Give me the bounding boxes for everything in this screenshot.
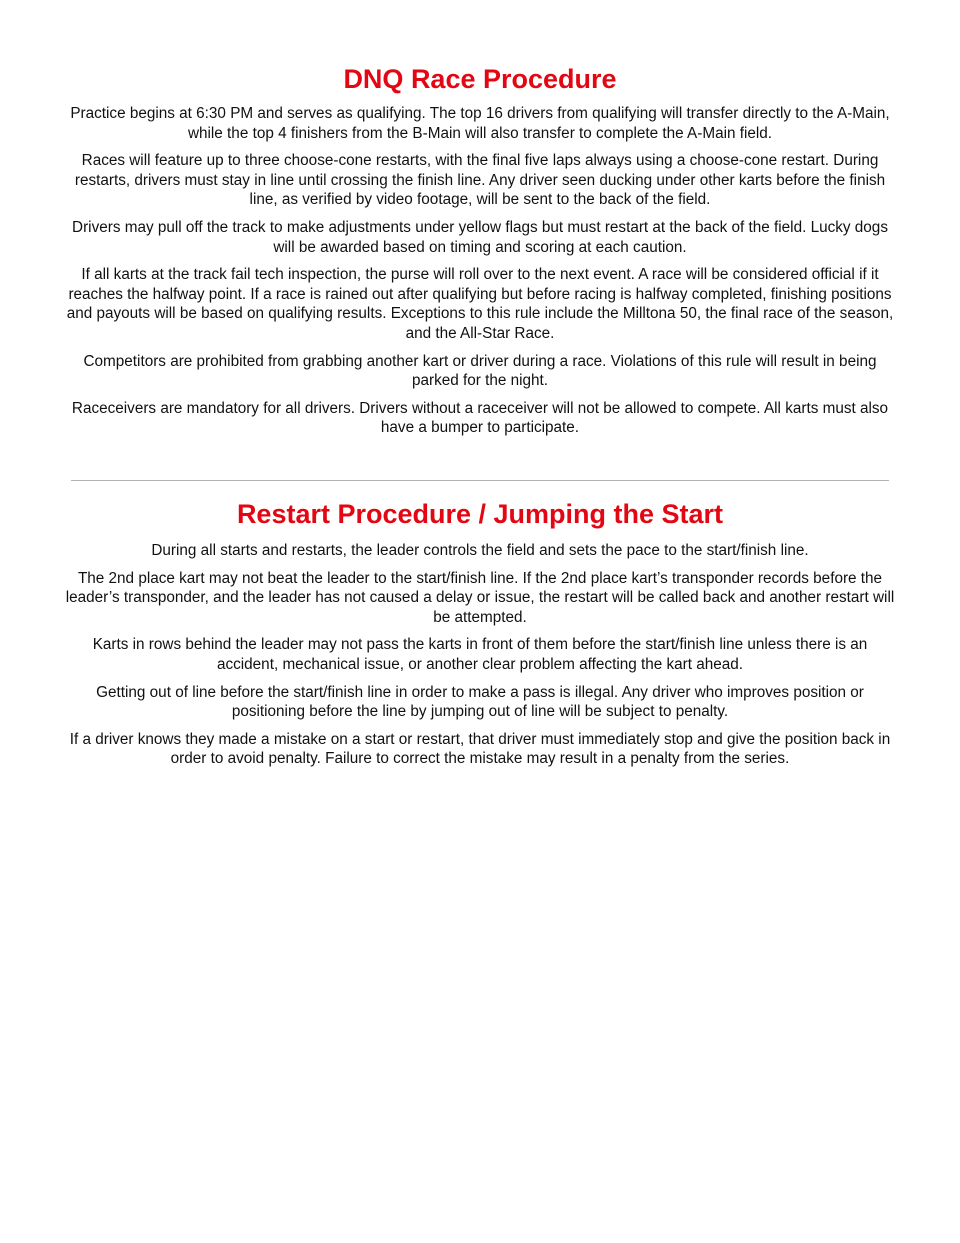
paragraph: Getting out of line before the start/finish line in order to make a pass is illegal. Any driver who improves position or positioning before the line by jumping out of line will be subject to penalty.: [96, 683, 864, 721]
section-heading: DNQ Race Procedure: [343, 64, 617, 94]
paragraph: Competitors are prohibited from grabbing another kart or driver during a race. Violations of this rule will result in being parked for the night.: [83, 352, 877, 390]
paragraph: The 2nd place kart may not beat the leader to the start/finish line. If the 2nd place kart’s transponder records before the leader’s transponder, and the leader has not caused a delay or issue, the restart will be called back and another restart will be attempted.: [65, 569, 895, 626]
paragraph: Raceceivers are mandatory for all drivers. Drivers without a raceceiver will not be allowed to compete. All karts must also have a bumper to participate.: [71, 399, 889, 437]
paragraph: Practice begins at 6:30 PM and serves as qualifying. The top 16 drivers from qualifying will transfer directly to the A-Main, while the top 4 finishers from the B-Main will also transfer to complete the A-Main field.: [70, 105, 890, 142]
paragraph: During all starts and restarts, the leader controls the field and sets the pace to the start/finish line.: [151, 542, 809, 559]
paragraph: Races will feature up to three choose-cone restarts, with the final five laps always using a choose-cone restart. During restarts, drivers must stay in line until crossing the finish line. Any driver seen ducking under other karts before the finish line, as verified by video footage, will be sent to the back of the field.: [74, 152, 886, 209]
paragraph: Karts in rows behind the leader may not pass the karts in front of them before the start/finish line unless there is an accident, mechanical issue, or another clear problem affecting the kart ahead.: [92, 636, 868, 673]
paragraph: If all karts at the track fail tech inspection, the purse will roll over to the next event. A race will be considered official if it reaches the halfway point. If a race is rained out after qualifying but before racing is halfway completed, finishing positions and payouts will be based on qualifying results. Exceptions to this rule include the Milltona 50, the final race of the season, and the All-Star Race.: [66, 266, 894, 342]
paragraph: If a driver knows they made a mistake on a start or restart, that driver must immediately stop and give the position back in order to avoid penalty. Failure to correct the mistake may result in a penalty from the series.: [69, 730, 891, 768]
section-heading: Restart Procedure / Jumping the Start: [236, 499, 724, 529]
section-dnq-race-procedure: [62, 62, 898, 446]
section-divider: [71, 480, 889, 481]
section-restart-procedure: [62, 497, 898, 777]
paragraph: Drivers may pull off the track to make adjustments under yellow flags but must restart at the back of the field. Lucky dogs will be awarded based on timing and scoring at each caution.: [72, 218, 888, 256]
